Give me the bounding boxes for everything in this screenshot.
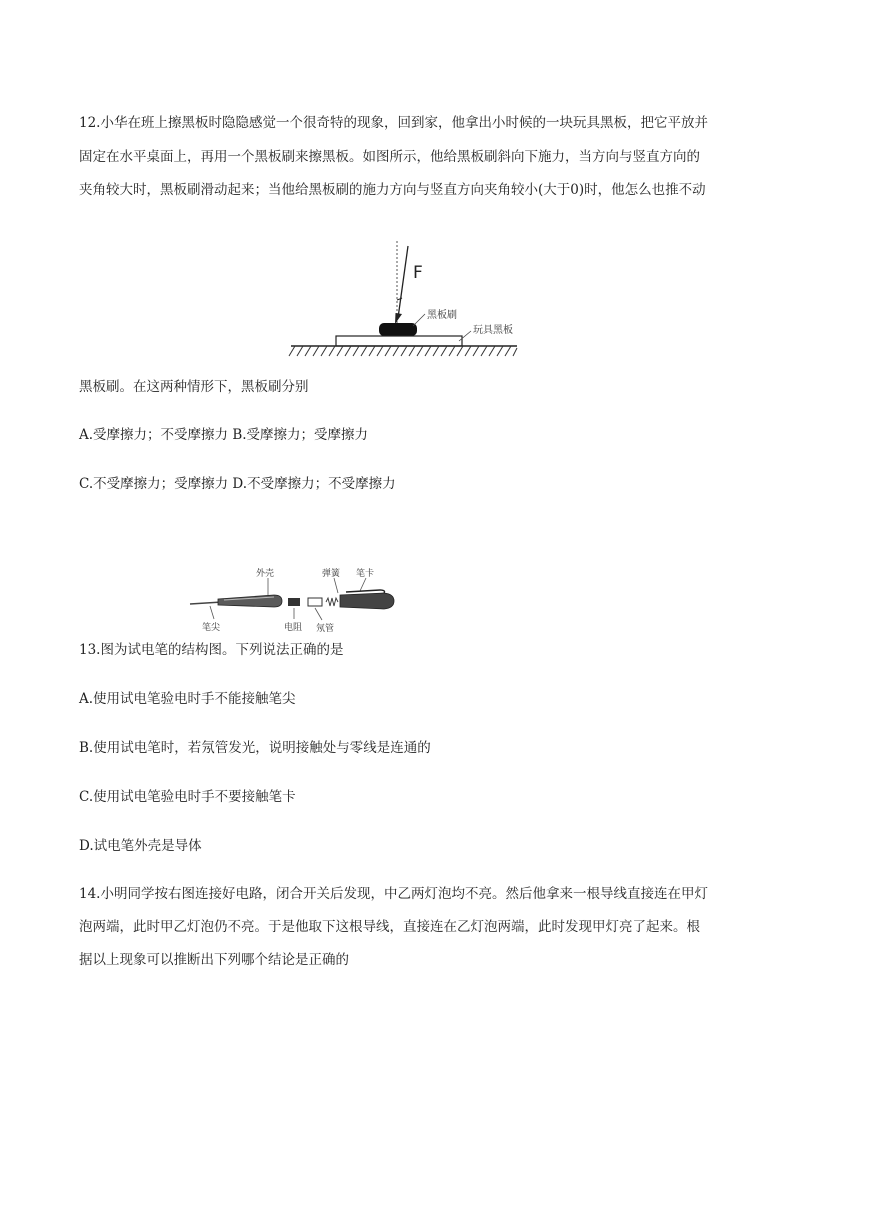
toy-blackboard-shape bbox=[336, 336, 462, 346]
brush-label: 黑板刷 bbox=[427, 310, 457, 321]
q14-text-line-1: 14.小明同学按右图连接好电路，闭合开关后发现，中乙两灯泡均不亮。然后他拿来一根导线直接连在甲灯 bbox=[79, 886, 708, 902]
q14-text-line-2: 泡两端，此时甲乙灯泡仍不亮。于是他取下这根导线，直接连在乙灯泡两端，此时发现甲灯亮了起来。根 bbox=[79, 919, 700, 935]
neon-label: 氖管 bbox=[316, 624, 335, 634]
q13-stem: 13.图为试电笔的结构图。下列说法正确的是 bbox=[79, 642, 344, 658]
q12-blackboard-figure bbox=[285, 238, 525, 360]
force-label: F bbox=[413, 263, 423, 283]
q14-text-line-3: 据以上现象可以推断出下列哪个结论是正确的 bbox=[79, 952, 349, 968]
neon-tube-shape bbox=[308, 598, 322, 606]
brush-callout-line bbox=[413, 314, 425, 326]
resistor-shape bbox=[288, 598, 300, 606]
force-arrow bbox=[398, 246, 408, 318]
clip-label: 笔卡 bbox=[356, 569, 375, 579]
table-hatching bbox=[289, 346, 517, 356]
spring-label: 弹簧 bbox=[322, 569, 341, 579]
q13-test-pen-figure bbox=[188, 563, 402, 637]
q12-option-ab: A.受摩擦力；不受摩擦力 B.受摩擦力；受摩擦力 bbox=[79, 427, 369, 443]
q13-option-c: C.使用试电笔验电时手不要接触笔卡 bbox=[79, 789, 296, 805]
q12-text-line-1: 12.小华在班上擦黑板时隐隐感觉一个很奇特的现象，回到家，他拿出小时候的一块玩具黑板，把它平放并 bbox=[79, 115, 708, 131]
q13-option-a: A.使用试电笔验电时手不能接触笔尖 bbox=[79, 691, 296, 707]
q12-text-line-3: 夹角较大时，黑板刷滑动起来；当他给黑板刷的施力方向与竖直方向夹角较小(大于0)时，他怎么也推不动 bbox=[79, 182, 706, 198]
pen-cap-shape bbox=[340, 593, 394, 609]
pen-tip-shape bbox=[190, 602, 222, 604]
force-arrow-head bbox=[395, 313, 402, 324]
board-label: 玩具黑板 bbox=[473, 325, 513, 336]
brush-shape bbox=[379, 323, 417, 336]
q12-text-line-4: 黑板刷。在这两种情形下，黑板刷分别 bbox=[79, 379, 309, 395]
q12-text-line-2: 固定在水平桌面上，再用一个黑板刷来擦黑板。如图所示，他给黑板刷斜向下施力，当方向与竖直方向的 bbox=[79, 149, 700, 165]
spring-shape bbox=[326, 598, 338, 606]
pen-clip-shape bbox=[346, 590, 385, 593]
tip-label: 笔尖 bbox=[202, 623, 221, 633]
shell-label: 外壳 bbox=[256, 569, 275, 579]
q12-option-cd: C.不受摩擦力；受摩擦力 D.不受摩擦力；不受摩擦力 bbox=[79, 476, 396, 492]
q13-option-d: D.试电笔外壳是导体 bbox=[79, 838, 202, 854]
resistor-label: 电阻 bbox=[284, 623, 303, 633]
q13-option-b: B.使用试电笔时，若氖管发光，说明接触处与零线是连通的 bbox=[79, 740, 431, 756]
